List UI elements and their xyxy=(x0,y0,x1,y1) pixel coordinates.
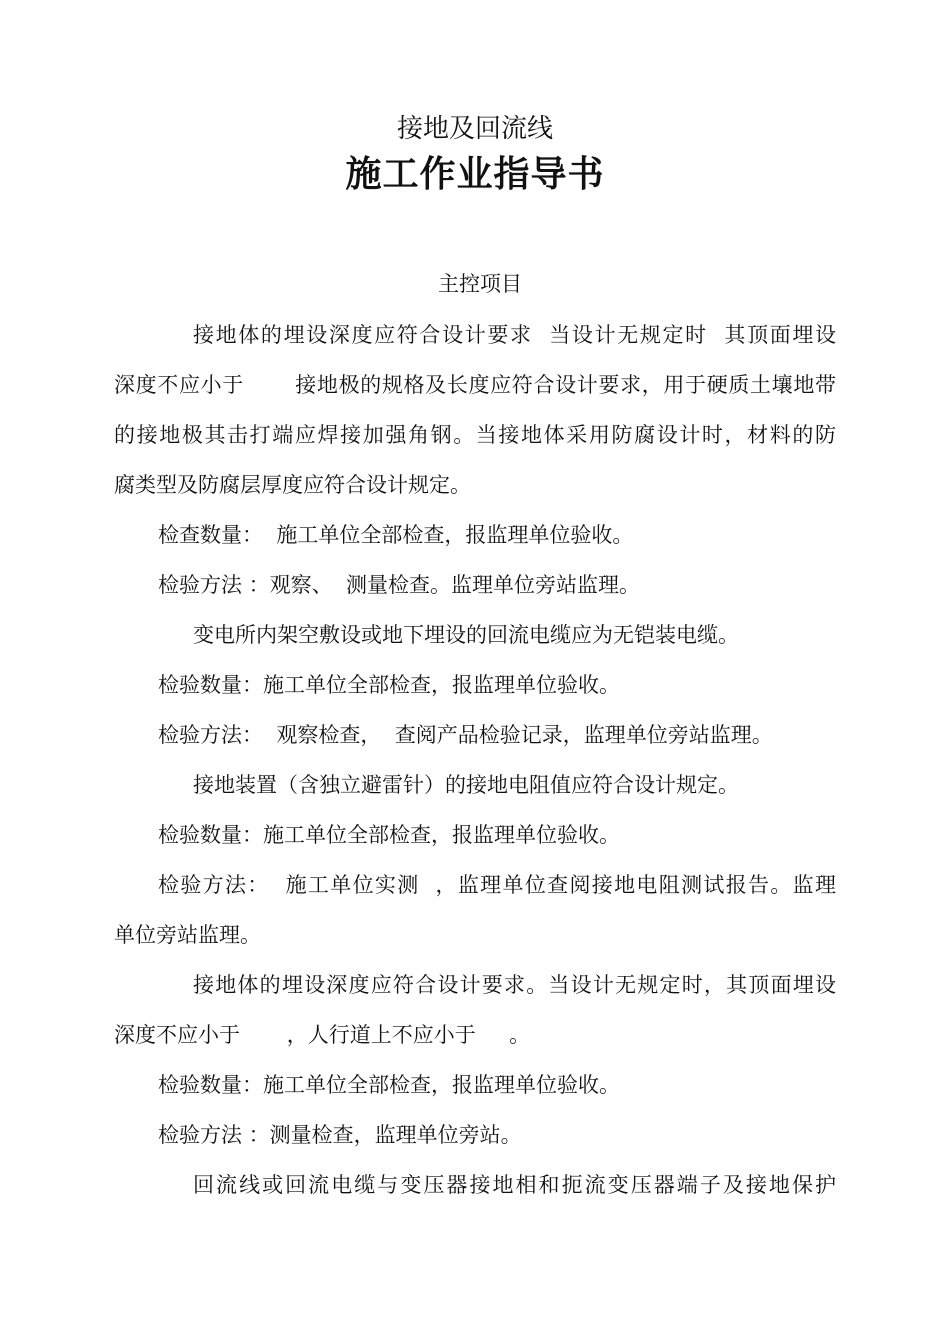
body-line: 检验数量：施工单位全部检查，报监理单位验收。 xyxy=(158,673,620,697)
body-line: 检验方法 ：测量检查，监理单位旁站。 xyxy=(158,1123,522,1147)
body-line: 接地体的埋设深度应符合设计要求。当设计无规定时，其顶面埋设 xyxy=(193,973,836,997)
body-line: 接地装置（含独立避雷针）的接地电阻值应符合设计规定。 xyxy=(193,773,739,797)
body-line: 检验数量：施工单位全部检查，报监理单位验收。 xyxy=(158,823,620,847)
body-line: 接地体的埋设深度应符合设计要求 当设计无规定时 其顶面埋设 xyxy=(193,323,836,347)
section-heading: 主控项目 xyxy=(438,272,522,296)
body-line: 深度不应小于 接地极的规格及长度应符合设计要求，用于硬质土壤地带 xyxy=(114,373,836,397)
body-line: 检查数量： 施工单位全部检查，报监理单位验收。 xyxy=(158,523,634,547)
body-line: 深度不应小于 ，人行道上不应小于 。 xyxy=(114,1023,531,1047)
document-subtitle: 接地及回流线 xyxy=(396,114,553,144)
body-line: 腐类型及防腐层厚度应符合设计规定。 xyxy=(114,473,471,497)
body-line: 回流线或回流电缆与变压器接地相和扼流变压器端子及接地保护 xyxy=(193,1173,836,1197)
body-line: 变电所内架空敷设或地下埋设的回流电缆应为无铠装电缆。 xyxy=(193,623,739,647)
body-line: 的接地极其击打端应焊接加强角钢。当接地体采用防腐设计时，材料的防 xyxy=(114,423,836,447)
body-line: 检验方法： 观察检查， 查阅产品检验记录，监理单位旁站监理。 xyxy=(158,723,773,747)
body-line: 检验数量：施工单位全部检查，报监理单位验收。 xyxy=(158,1073,620,1097)
document-title: 施工作业指导书 xyxy=(345,153,605,195)
body-line: 检验方法 ：观察、 测量检查。监理单位旁站监理。 xyxy=(158,573,641,597)
body-line: 单位旁站监理。 xyxy=(114,923,261,947)
body-line: 检验方法： 施工单位实测 ，监理单位查阅接地电阻测试报告。监理 xyxy=(158,873,836,897)
